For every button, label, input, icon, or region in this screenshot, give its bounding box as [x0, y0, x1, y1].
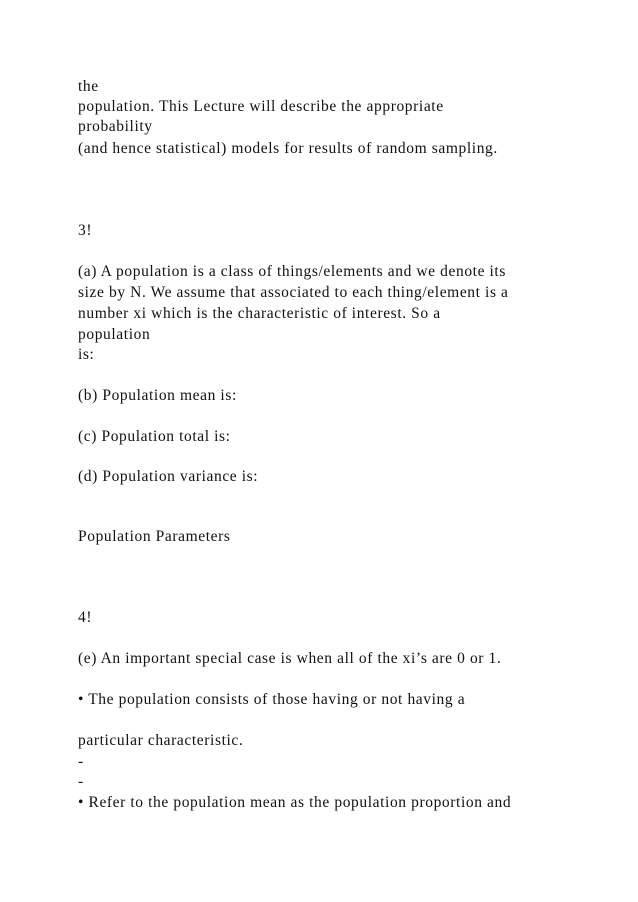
text-line-population-word: population — [78, 326, 151, 343]
text-line-population-variance: (d) Population variance is: — [78, 468, 259, 485]
bullet-line-population-proportion: • Refer to the population mean as the population proportion and — [78, 794, 512, 811]
text-line-the: the — [78, 78, 99, 95]
text-line-number-xi: number xi which is the characteristic of interest. So a — [78, 305, 441, 322]
dash-line-2: - — [78, 773, 84, 790]
text-line-probability: probability — [78, 118, 153, 135]
text-line-statistical-models: (and hence statistical) models for results of random sampling. — [78, 140, 498, 157]
slide-number-4: 4! — [78, 609, 93, 626]
text-line-population-lecture: population. This Lecture will describe the appropriate — [78, 98, 444, 115]
slide-number-3: 3! — [78, 222, 93, 239]
text-line-a-population-class: (a) A population is a class of things/elements and we denote its — [78, 263, 506, 280]
text-line-size-by-n: size by N. We assume that associated to each thing/element is a — [78, 284, 509, 301]
text-line-particular-characteristic: particular characteristic. — [78, 732, 244, 749]
text-line-special-case: (e) An important special case is when all of the xi’s are 0 or 1. — [78, 650, 502, 667]
text-line-is: is: — [78, 346, 95, 363]
text-line-population-mean: (b) Population mean is: — [78, 387, 237, 404]
text-line-population-total: (c) Population total is: — [78, 428, 231, 445]
dash-line-1: - — [78, 753, 84, 770]
bullet-line-population-consists: • The population consists of those having or not having a — [78, 691, 466, 708]
section-heading-population-parameters: Population Parameters — [78, 528, 231, 545]
